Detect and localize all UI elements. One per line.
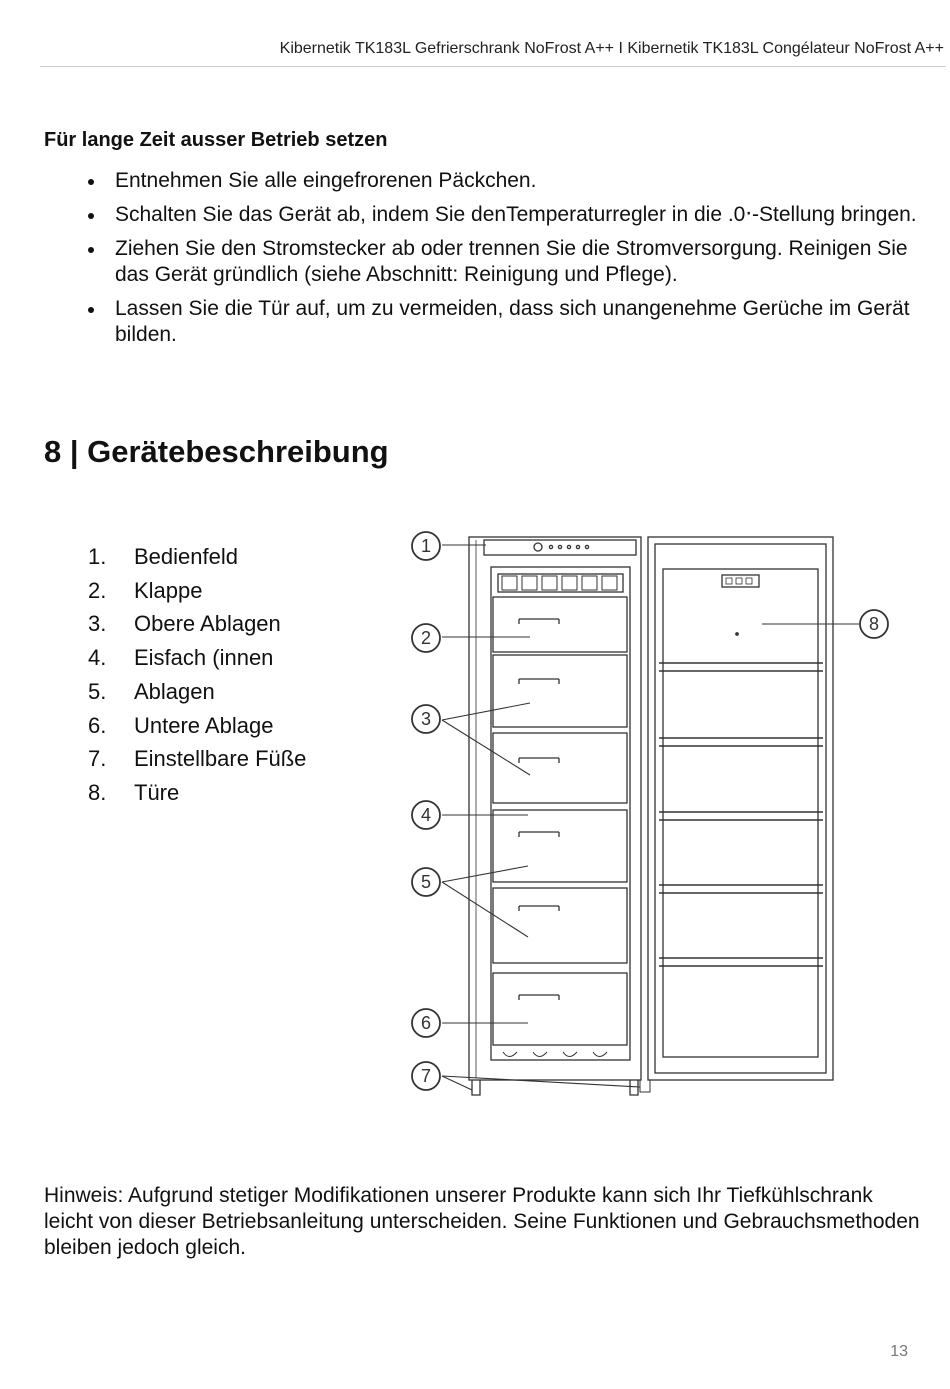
door-display bbox=[722, 575, 759, 587]
parts-list-item: 8. Türe bbox=[88, 779, 180, 805]
parts-list-item: 4. Eisfach (innen bbox=[88, 645, 274, 671]
note-paragraph: Hinweis: Aufgrund stetiger Modifikationen unserer Produkte kann sich Ihr Tiefkühlschrank leicht von dieser Betriebsanleitung unterscheiden. Seine Funktionen und Gebrauchsmethoden bleiben jedoch gleich. bbox=[44, 1184, 920, 1259]
list-item: Entnehmen Sie alle eingefrorenen Päckchen. bbox=[44, 168, 924, 194]
chapter-title: 8 | Gerätebeschreibung bbox=[44, 434, 389, 469]
drawer bbox=[493, 888, 627, 963]
callout-label: 3 bbox=[420, 709, 432, 729]
parts-list-item: 2. Klappe bbox=[88, 577, 203, 603]
door-shelf bbox=[659, 812, 823, 820]
cabinet-interior bbox=[491, 567, 630, 1060]
callout-label: 5 bbox=[420, 872, 432, 892]
callout-label: 2 bbox=[420, 628, 432, 648]
door-inner-panel bbox=[663, 569, 818, 1057]
bullet-icon bbox=[88, 179, 94, 185]
instruction-list bbox=[44, 168, 924, 356]
callout-label: 1 bbox=[420, 536, 432, 556]
list-item: Schalten Sie das Gerät ab, indem Sie denTemperaturregler in die .0‧-Stellung bringen. bbox=[44, 202, 924, 228]
parts-list-item: 7. Einstellbare Füße bbox=[88, 746, 307, 772]
door-shelf bbox=[659, 738, 823, 746]
door-outline bbox=[648, 537, 833, 1080]
callout-label: 4 bbox=[420, 805, 432, 825]
callout-label: 8 bbox=[868, 614, 880, 634]
control-panel bbox=[484, 540, 636, 555]
page-number: 13 bbox=[890, 1343, 908, 1360]
parts-list-item: 5. Ablagen bbox=[88, 678, 215, 704]
drawer bbox=[493, 597, 627, 652]
parts-list-item: 3. Obere Ablagen bbox=[88, 611, 281, 637]
door-shelf bbox=[659, 885, 823, 893]
bullet-icon bbox=[88, 307, 94, 313]
list-item: Lassen Sie die Tür auf, um zu vermeiden, dass sich unangenehme Gerüche im Gerät bilden. bbox=[44, 296, 924, 348]
callout-label: 7 bbox=[420, 1066, 432, 1086]
parts-list-item: 6. Untere Ablage bbox=[88, 712, 274, 738]
door-shelf bbox=[659, 663, 823, 671]
freezer-diagram bbox=[400, 522, 900, 1107]
header-title: Kibernetik TK183L Gefrierschrank NoFrost A++ I Kibernetik TK183L Congélateur NoFrost A++ bbox=[279, 40, 944, 57]
list-item: Ziehen Sie den Stromstecker ab oder trennen Sie die Stromversorgung. Reinigen Sie das Gerät gründlich (siehe Abschnitt: Reinigung und Pflege). bbox=[44, 236, 924, 288]
page-header bbox=[40, 38, 946, 67]
drawer bbox=[493, 655, 627, 727]
bullet-icon bbox=[88, 213, 94, 219]
parts-list-item: 1. Bedienfeld bbox=[88, 544, 238, 569]
section-title: Für lange Zeit ausser Betrieb setzen bbox=[44, 129, 388, 151]
drawer bbox=[493, 973, 627, 1045]
bullet-icon bbox=[88, 247, 94, 253]
parts-list bbox=[88, 540, 306, 810]
callout-label: 6 bbox=[420, 1013, 432, 1033]
drawer bbox=[493, 733, 627, 803]
drawer bbox=[493, 810, 627, 882]
door-shelf bbox=[659, 958, 823, 966]
